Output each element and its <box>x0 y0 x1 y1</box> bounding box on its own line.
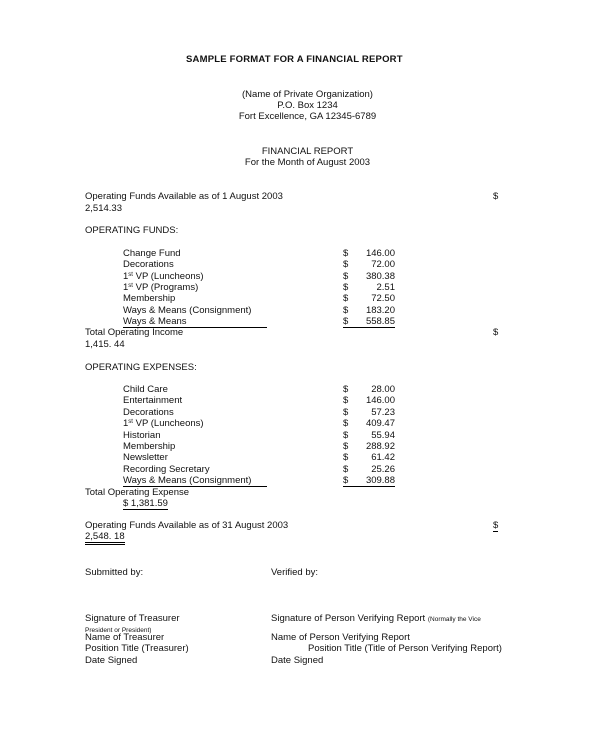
item-currency: $ <box>343 271 349 282</box>
item-currency: $ <box>343 475 349 486</box>
item-amount: 183.20 <box>365 305 395 316</box>
item-label: Entertainment <box>123 395 183 406</box>
treasurer-signature-note: President or President) <box>85 627 152 634</box>
org-box: P.O. Box 1234 <box>277 100 338 111</box>
item-currency: $ <box>343 430 349 441</box>
org-name: (Name of Private Organization) <box>242 89 373 100</box>
closing-balance-amount: 2,548. 18 <box>85 532 125 545</box>
item-label: Child Care <box>123 384 168 395</box>
item-amount: 55.94 <box>371 430 395 441</box>
item-currency: $ <box>343 441 349 452</box>
item-currency: $ <box>343 316 349 327</box>
item-amount: 380.38 <box>365 271 395 282</box>
submitted-by-label: Submitted by: <box>85 567 144 578</box>
item-label: Membership <box>123 441 176 452</box>
item-amount: 28.00 <box>371 384 395 395</box>
item-label: 1st VP (Luncheons) <box>123 418 204 429</box>
treasurer-name-label: Name of Treasurer <box>85 632 165 643</box>
item-label: Ways & Means (Consignment) <box>123 475 267 487</box>
item-label: Recording Secretary <box>123 464 210 475</box>
opening-balance-label: Operating Funds Available as of 1 August 2003 <box>85 191 283 202</box>
item-currency: $ <box>343 464 349 475</box>
item-amount: 25.26 <box>371 464 395 475</box>
item-amount: 57.23 <box>371 407 395 418</box>
total-income-label: Total Operating Income <box>85 327 184 338</box>
item-amount-cell <box>343 316 395 328</box>
item-amount: 309.88 <box>365 475 395 486</box>
item-amount: 72.00 <box>371 259 395 270</box>
item-currency: $ <box>343 248 349 259</box>
item-label: Ways & Means <box>123 316 267 328</box>
org-city: Fort Excellence, GA 12345-6789 <box>238 111 377 122</box>
item-label: 1st VP (Luncheons) <box>123 271 204 282</box>
closing-balance-currency: $ <box>493 520 499 531</box>
item-amount: 146.00 <box>365 395 395 406</box>
item-label: Membership <box>123 293 176 304</box>
verifier-name-label: Name of Person Verifying Report <box>271 632 410 643</box>
verified-by-label: Verified by: <box>271 567 318 578</box>
item-label: Decorations <box>123 259 174 270</box>
item-currency: $ <box>343 395 349 406</box>
item-currency: $ <box>343 259 349 270</box>
item-label: 1st VP (Programs) <box>123 282 199 293</box>
total-expense-amount: $ 1,381.59 <box>123 498 168 509</box>
item-amount: 558.85 <box>365 316 395 327</box>
opening-balance-currency: $ <box>493 191 499 202</box>
item-label: Historian <box>123 430 161 441</box>
document-title: SAMPLE FORMAT FOR A FINANCIAL REPORT <box>186 54 403 65</box>
item-amount: 72.50 <box>371 293 395 304</box>
report-period: For the Month of August 2003 <box>244 157 371 168</box>
report-heading: FINANCIAL REPORT <box>261 146 354 157</box>
item-currency: $ <box>343 407 349 418</box>
item-amount: 409.47 <box>365 418 395 429</box>
item-currency: $ <box>343 282 349 293</box>
total-income-currency: $ <box>493 327 499 338</box>
item-amount: 61.42 <box>371 452 395 463</box>
item-amount: 288.92 <box>365 441 395 452</box>
operating-funds-heading: OPERATING FUNDS: <box>85 225 179 236</box>
item-currency: $ <box>343 452 349 463</box>
item-currency: $ <box>343 305 349 316</box>
treasurer-date-label: Date Signed <box>85 655 138 666</box>
item-label: Ways & Means (Consignment) <box>123 305 252 316</box>
verifier-signature-label: Signature of Person Verifying Report (Normally the Vice <box>271 613 481 624</box>
total-income-amount: 1,415. 44 <box>85 339 125 350</box>
opening-balance-amount: 2,514.33 <box>85 203 122 214</box>
item-currency: $ <box>343 384 349 395</box>
treasurer-signature-label: Signature of Treasurer <box>85 613 180 624</box>
treasurer-position-label: Position Title (Treasurer) <box>85 643 189 654</box>
item-label: Newsletter <box>123 452 168 463</box>
closing-balance-label: Operating Funds Available as of 31 August 2003 <box>85 520 289 531</box>
operating-expenses-heading: OPERATING EXPENSES: <box>85 362 197 373</box>
verifier-date-label: Date Signed <box>271 655 324 666</box>
item-currency: $ <box>343 293 349 304</box>
item-label: Change Fund <box>123 248 181 259</box>
total-expense-label: Total Operating Expense <box>85 487 190 498</box>
item-amount-cell <box>343 475 395 487</box>
item-currency: $ <box>343 418 349 429</box>
verifier-position-label: Position Title (Title of Person Verifying Report) <box>308 643 502 654</box>
item-label: Decorations <box>123 407 174 418</box>
item-amount: 146.00 <box>365 248 395 259</box>
item-amount: 2.51 <box>376 282 395 293</box>
